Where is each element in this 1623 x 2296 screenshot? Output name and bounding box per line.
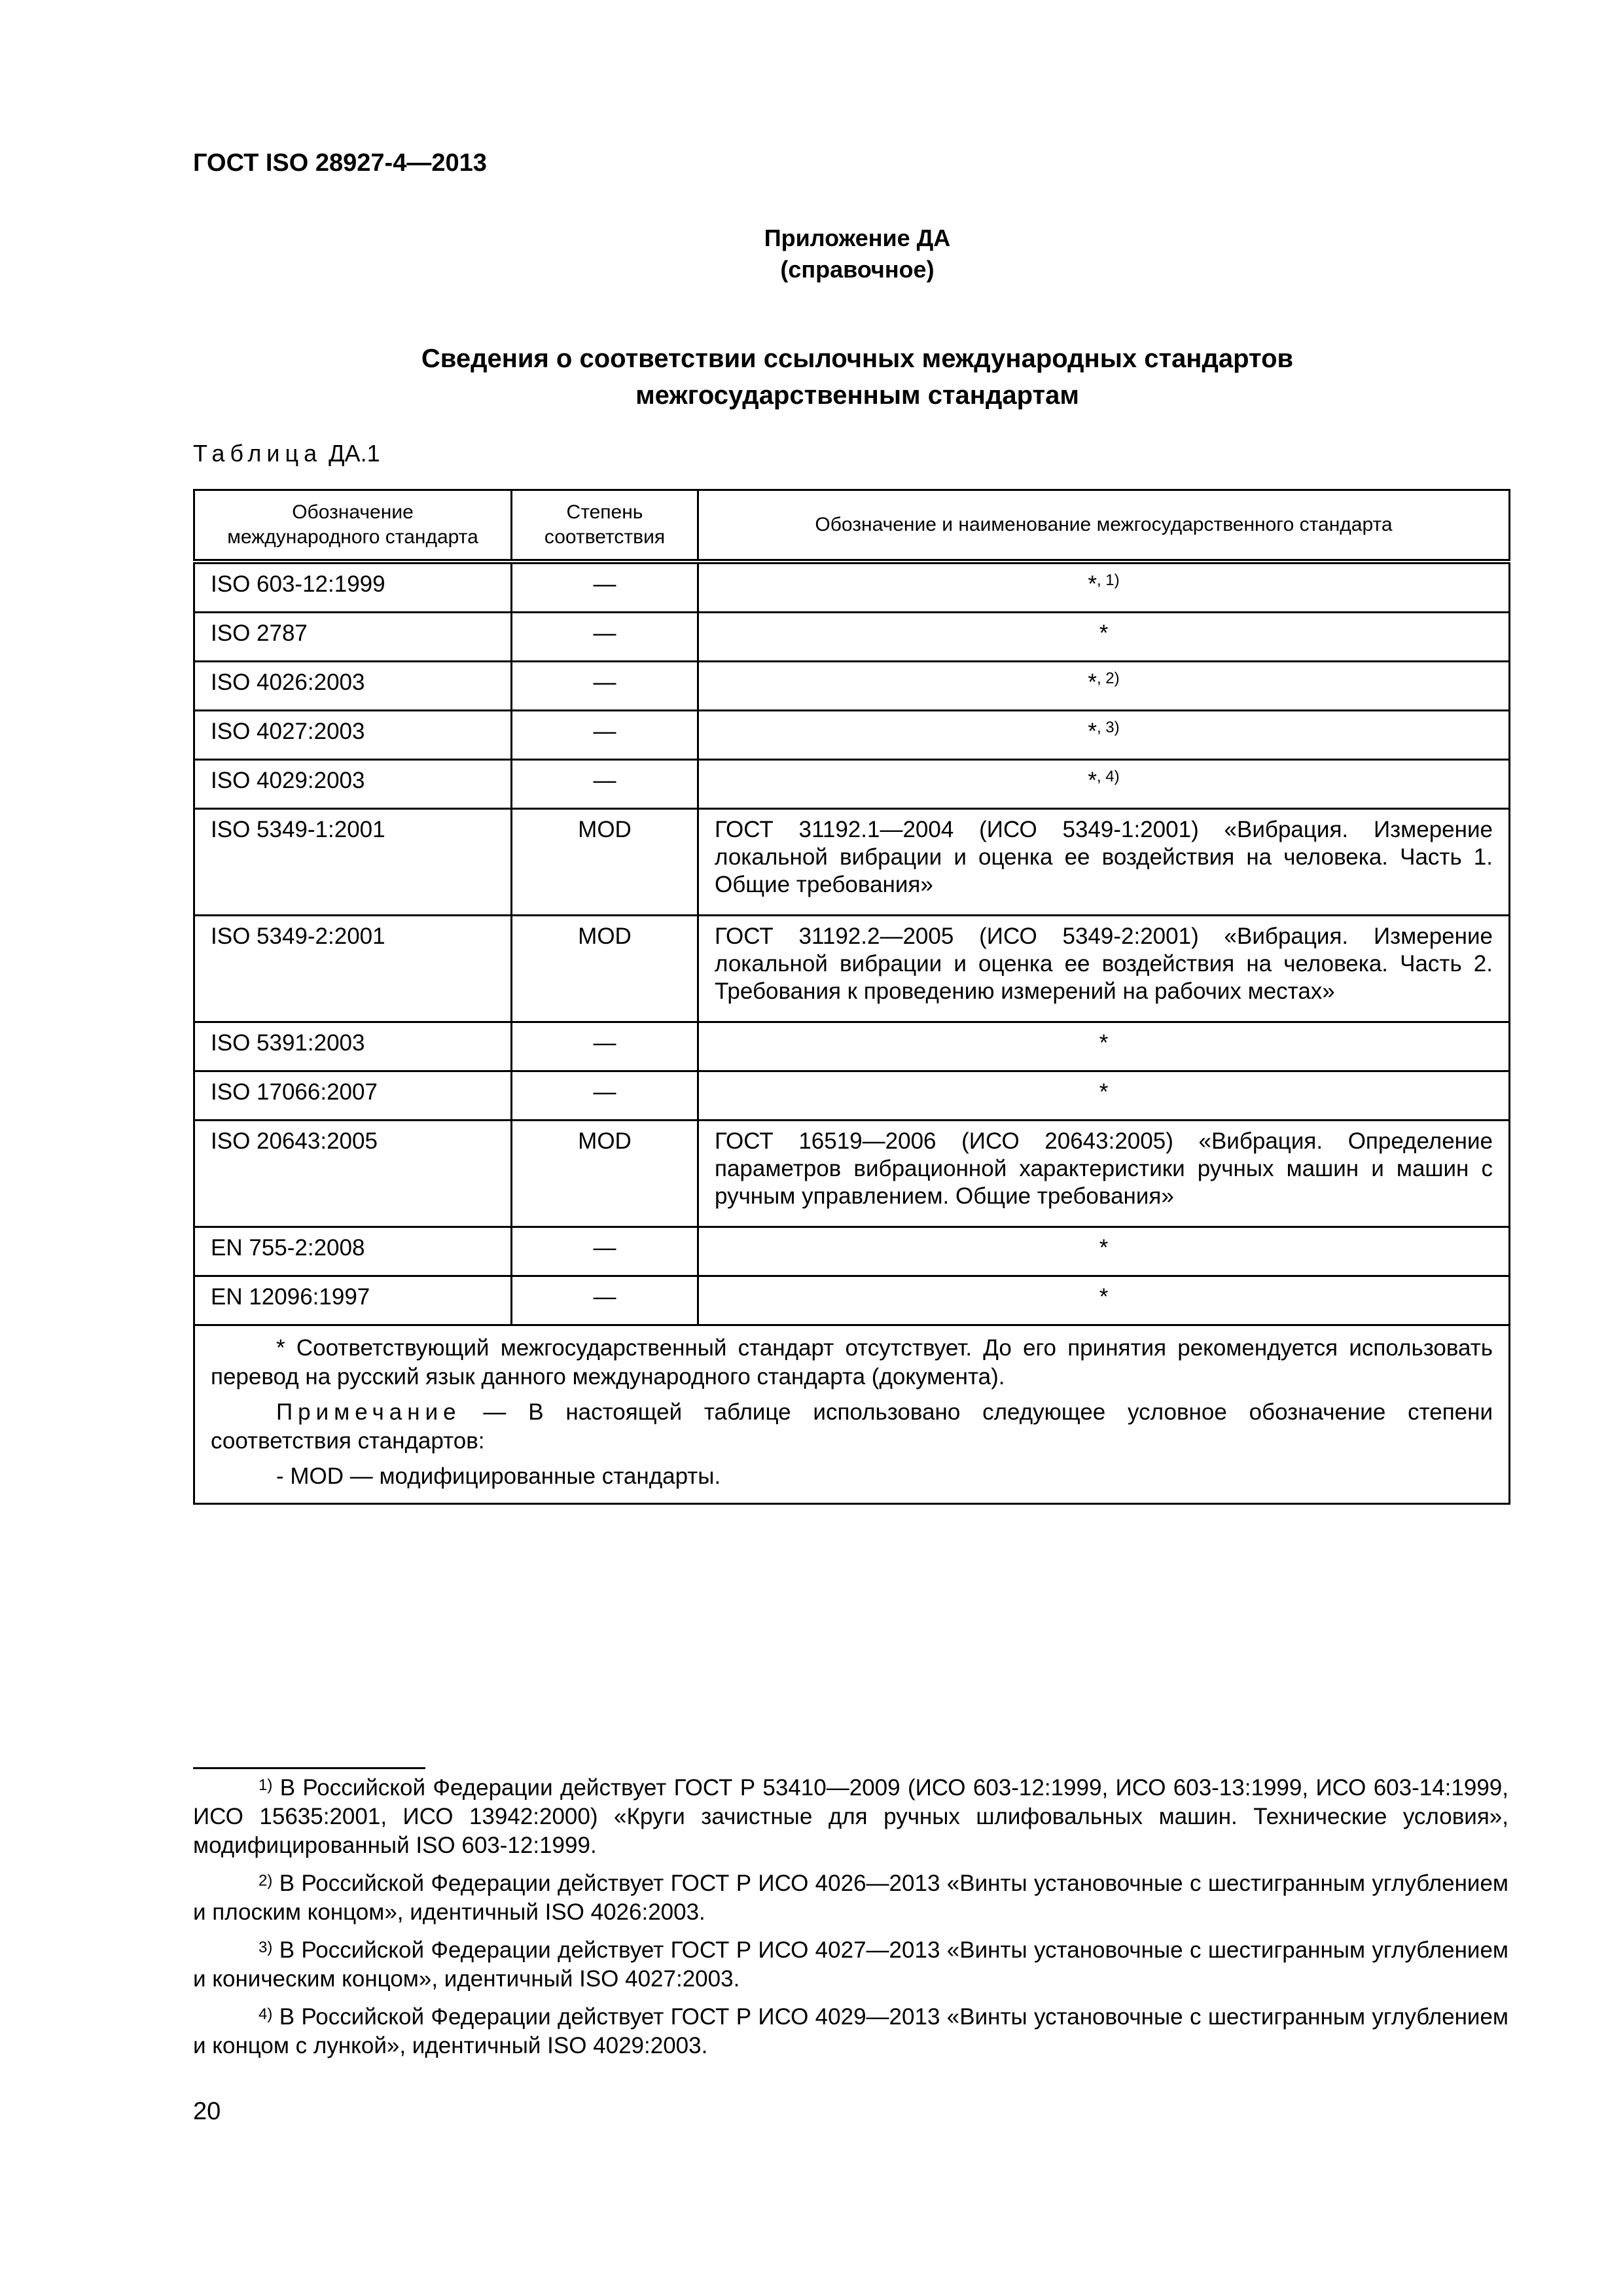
appendix-name: Приложение ДА: [764, 224, 951, 251]
cell-intl: ISO 5391:2003: [194, 1022, 512, 1071]
table-row: [194, 662, 1510, 711]
table-row: [194, 1227, 1510, 1276]
cell-degree: —: [512, 1071, 698, 1121]
table-row: [194, 760, 1510, 809]
header-col2-line2: соответствия: [544, 526, 666, 548]
cell-national: *: [698, 1022, 1510, 1071]
cell-national: *: [698, 1276, 1510, 1325]
table-row: [194, 1071, 1510, 1121]
table-row: [194, 1276, 1510, 1325]
standards-table: [193, 489, 1510, 1505]
cell-national: [698, 662, 1510, 711]
header-intl-standard: [194, 490, 512, 562]
note-item: - MOD — модифицированные стандарты.: [276, 1463, 721, 1489]
cell-intl: ISO 5349-2:2001: [194, 916, 512, 1022]
cell-degree: MOD: [512, 1121, 698, 1227]
section-title-line2: межгосударственным стандартам: [635, 381, 1079, 410]
table-row: [194, 916, 1510, 1022]
appendix-type: (справочное): [780, 256, 935, 283]
cell-national: ГОСТ 31192.2—2005 (ИСО 5349-2:2001) «Вибрация. Измерение локальной вибрации и оценка ее воздействия на человека. Часть 2. Требования к проведению измерений на рабочих местах»: [698, 916, 1510, 1022]
footnote-mark: 1): [259, 1776, 273, 1794]
cell-intl: ISO 17066:2007: [194, 1071, 512, 1121]
table-header-row: [194, 490, 1510, 562]
footnote-mark: 4): [259, 2005, 273, 2023]
cell-intl: ISO 4026:2003: [194, 662, 512, 711]
section-title: [0, 340, 1623, 414]
header-degree: [512, 490, 698, 562]
cell-national: [698, 562, 1510, 613]
note-text: — В настоящей таблице использовано следующее условное обозначение степени соответствия стандартов:: [211, 1399, 1493, 1454]
table-caption: [193, 440, 380, 467]
cell-national: *: [698, 1071, 1510, 1121]
cell-intl: ISO 20643:2005: [194, 1121, 512, 1227]
star-mark: *: [1088, 670, 1097, 695]
footnote-mark: 2): [259, 1872, 273, 1890]
cell-intl: ISO 2787: [194, 613, 512, 662]
table-row: [194, 809, 1510, 916]
section-title-line1: Сведения о соответствии ссылочных международных стандартов: [421, 344, 1294, 373]
footnote-ref: , 3): [1096, 719, 1120, 736]
header-col2-line1: Степень: [566, 501, 643, 523]
cell-intl: ISO 5349-1:2001: [194, 809, 512, 916]
cell-national: ГОСТ 16519—2006 (ИСО 20643:2005) «Вибрация. Определение параметров вибрационной характеристики ручных машин и машин с ручным управлением. Общие требования»: [698, 1121, 1510, 1227]
footnote-separator: [193, 1767, 425, 1769]
table-caption-word: Таблица: [193, 440, 323, 467]
note-paragraph: [211, 1398, 1493, 1456]
footnote-item: [193, 1869, 1508, 1927]
table-notes-row: [194, 1325, 1510, 1504]
cell-national: *: [698, 1227, 1510, 1276]
footnote-text: В Российской Федерации действует ГОСТ Р ИСО 4027—2013 «Винты установочные с шестигранным углублением и коническим концом», идентичный ISO 4027:2003.: [193, 1937, 1508, 1992]
star-mark: *: [1088, 719, 1097, 744]
star-mark: *: [1088, 571, 1097, 597]
footnote-ref: , 1): [1096, 571, 1120, 589]
cell-degree: —: [512, 1022, 698, 1071]
table-row: [194, 711, 1510, 760]
footnote-text: В Российской Федерации действует ГОСТ Р ИСО 4026—2013 «Винты установочные с шестигранным углублением и плоским концом», идентичный ISO 4026:2003.: [193, 1871, 1508, 1925]
table-row: [194, 562, 1510, 613]
cell-intl: EN 12096:1997: [194, 1276, 512, 1325]
note-word: Примечание: [276, 1399, 461, 1425]
cell-degree: —: [512, 760, 698, 809]
cell-degree: —: [512, 1227, 698, 1276]
footnote-text: В Российской Федерации действует ГОСТ Р 53410—2009 (ИСО 603-12:1999, ИСО 603-13:1999, ИСО 603-14:1999, ИСО 15635:2001, ИСО 13942:2000) «Круги зачистные для ручных шлифовальных машин. Технические условия», модифицированный ISO 603-12:1999.: [193, 1775, 1508, 1858]
footnote-mark: 3): [259, 1939, 273, 1956]
table-row: [194, 1022, 1510, 1071]
header-col1-line2: международного стандарта: [227, 526, 478, 548]
footnote-ref: , 2): [1096, 670, 1120, 687]
footnote-item: [193, 1936, 1508, 1994]
footnote-ref: , 4): [1096, 768, 1120, 785]
star-mark: *: [1088, 768, 1097, 793]
table-caption-number: ДА.1: [329, 440, 380, 467]
cell-intl: ISO 4029:2003: [194, 760, 512, 809]
cell-degree: —: [512, 613, 698, 662]
page-number: 20: [193, 2098, 221, 2125]
cell-national: [698, 711, 1510, 760]
footnotes: [193, 1774, 1508, 2070]
cell-intl: EN 755-2:2008: [194, 1227, 512, 1276]
cell-degree: MOD: [512, 916, 698, 1022]
cell-national: *: [698, 613, 1510, 662]
table-notes: [194, 1325, 1510, 1504]
appendix-heading: [0, 223, 1623, 285]
cell-degree: —: [512, 662, 698, 711]
cell-degree: —: [512, 1276, 698, 1325]
footnote-item: [193, 1774, 1508, 1860]
cell-intl: ISO 603-12:1999: [194, 562, 512, 613]
document-id: ГОСТ ISO 28927-4—2013: [193, 149, 487, 177]
cell-intl: ISO 4027:2003: [194, 711, 512, 760]
cell-degree: MOD: [512, 809, 698, 916]
header-col1-line1: Обозначение: [292, 501, 414, 523]
cell-national: ГОСТ 31192.1—2004 (ИСО 5349-1:2001) «Вибрация. Измерение локальной вибрации и оценка ее воздействия на человека. Часть 1. Общие требования»: [698, 809, 1510, 916]
cell-degree: —: [512, 711, 698, 760]
table-row: [194, 1121, 1510, 1227]
header-national-standard: Обозначение и наименование межгосударственного стандарта: [698, 490, 1510, 562]
star-note: * Соответствующий межгосударственный стандарт отсутствует. До его принятия рекомендуется использовать перевод на русский язык данного международного стандарта (документа).: [211, 1335, 1493, 1390]
cell-degree: —: [512, 562, 698, 613]
footnote-item: [193, 2003, 1508, 2060]
footnote-text: В Российской Федерации действует ГОСТ Р ИСО 4029—2013 «Винты установочные с шестигранным углублением и концом с лункой», идентичный ISO 4029:2003.: [193, 2004, 1508, 2058]
table-row: [194, 613, 1510, 662]
cell-national: [698, 760, 1510, 809]
